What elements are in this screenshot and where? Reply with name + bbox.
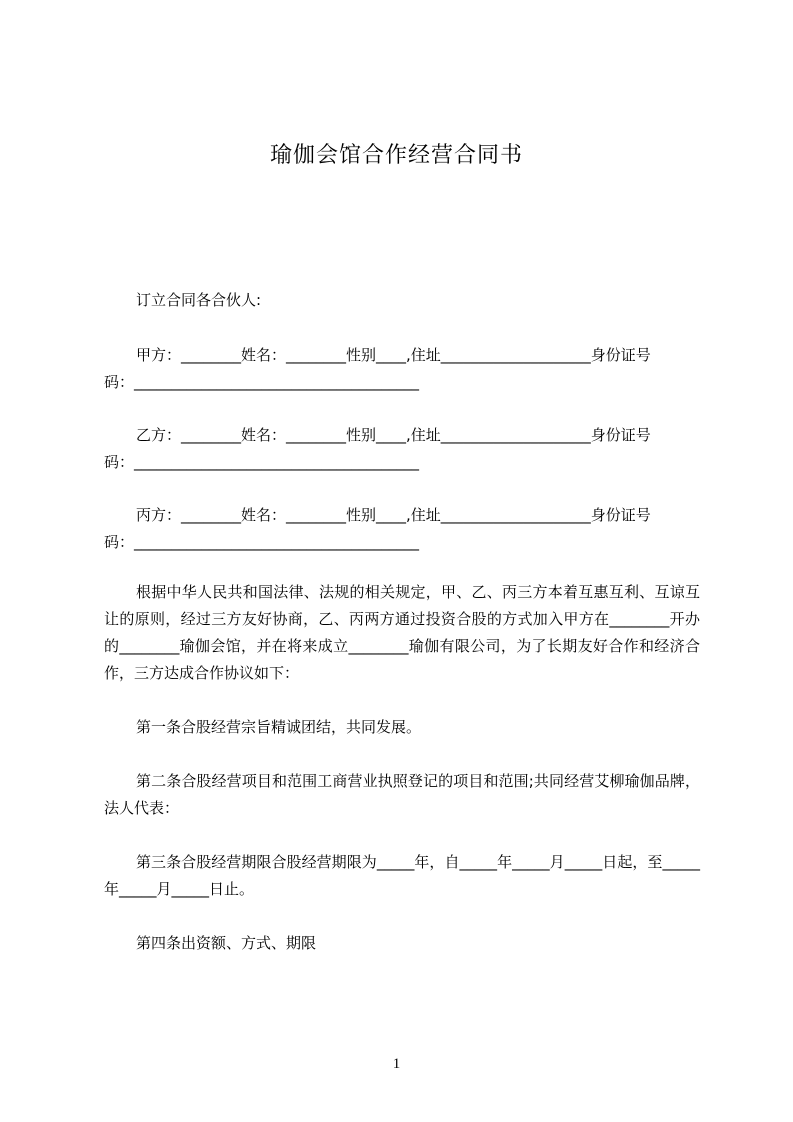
- party-c-block: [104, 502, 700, 556]
- party-a-line1: 甲方：________姓名：________性别____,住址____________________身份证号: [136, 346, 651, 364]
- article-3: 第三条合股经营期限合股经营期限为_____年，自_____年_____月_____日起，至_____年_____月_____日止。: [104, 853, 700, 898]
- preamble-paragraph: 根据中华人民共和国法律、法规的相关规定，甲、乙、丙三方本着互惠互利、互谅互让的原则，经过三方友好协商，乙、丙两方通过投资合股的方式加入甲方在________开办的________瑜伽会馆，并在将来成立________瑜伽有限公司，为了长期友好合作和经济合作，三方达成合作协议如下：: [104, 583, 700, 682]
- article-2: 第二条合股经营项目和范围工商营业执照登记的项目和范围;共同经营艾柳瑜伽品牌，法人代表：: [104, 772, 700, 817]
- party-a-block: [104, 342, 700, 396]
- intro-line: 订立合同各合伙人:: [136, 291, 262, 309]
- party-c-line2: 码：______________________________________: [104, 533, 420, 551]
- article-1: 第一条合股经营宗旨精诚团结，共同发展。: [136, 718, 422, 736]
- party-b-line2: 码：______________________________________: [104, 453, 420, 471]
- article-4: 第四条出资额、方式、期限: [136, 934, 317, 952]
- party-c-line1: 丙方：________姓名：________性别____,住址____________________身份证号: [136, 506, 651, 524]
- party-b-block: [104, 422, 700, 476]
- document-title: 瑜伽会馆合作经营合同书: [269, 143, 523, 168]
- party-b-line1: 乙方：________姓名：________性别____,住址____________________身份证号: [136, 426, 651, 444]
- page-number: 1: [392, 1056, 401, 1072]
- party-a-line2: 码：______________________________________: [104, 373, 420, 391]
